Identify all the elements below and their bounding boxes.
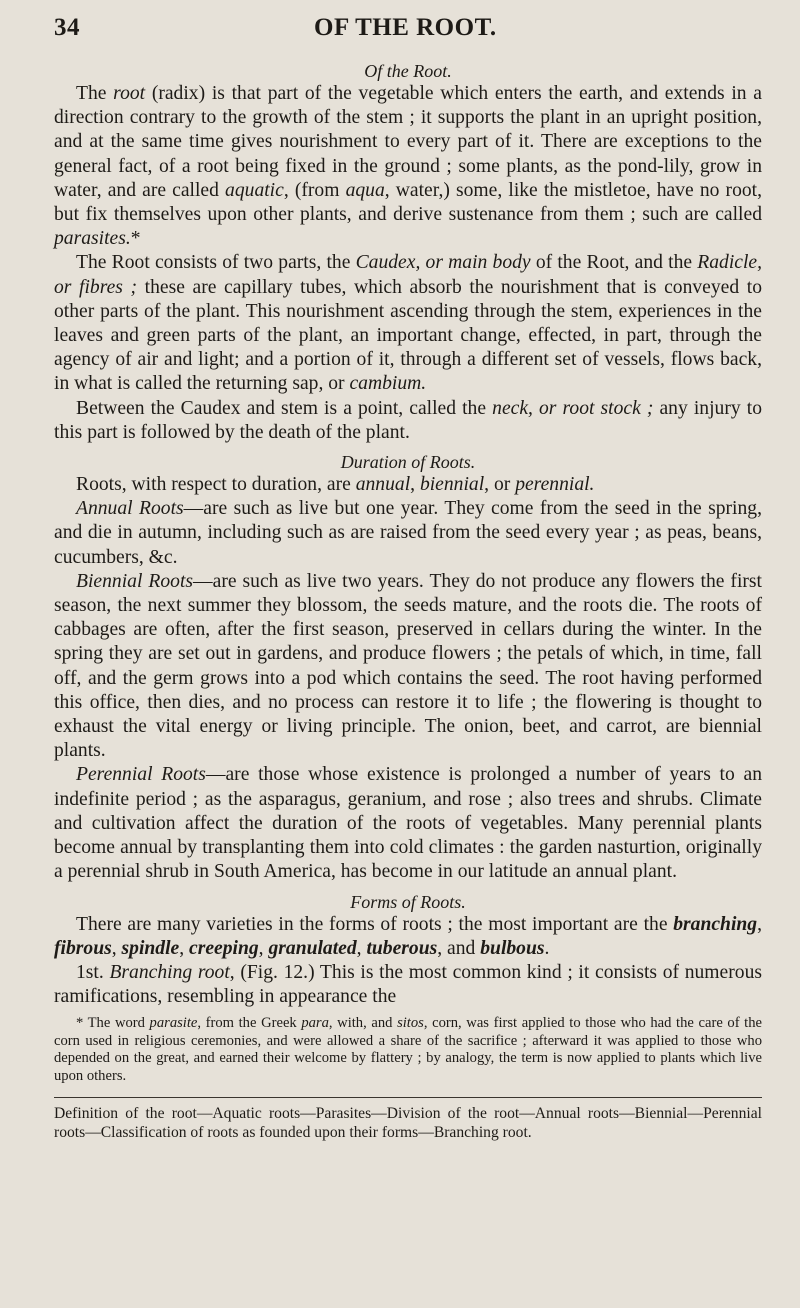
italic-term: biennial <box>419 474 485 496</box>
italic-term: Annual Roots <box>76 498 184 520</box>
italic-term: perennial. <box>515 474 595 496</box>
paragraph-root-parts: The Root consists of two parts, the Caudex, or main body of the Root, and the Radicle, or fibres ; these are capillary tubes, which absorb the nourishment that is conveyed to other parts of the plant. This nourishment ascending through the stem, experiences in the leaves and green parts of the plant, an important change, effected, in part, through the agency of air and light; and a portion of it, through a different set of vessels, flows back, in what is called the returning sap, or cambium. <box>54 252 763 395</box>
italic-term: parasites. <box>54 228 131 250</box>
bold-italic-term: granulated <box>268 937 357 959</box>
summary-divider <box>54 1097 762 1098</box>
paragraph-biennial-roots: Biennial Roots—are such as live two years. They do not produce any flowers the first season, the next summer they blossom, the seeds mature, and the roots die. The roots of cabbages are often, after the first season, preserved in cellars during the winter. In the spring they are set out in gardens, and produce flowers ; the petals of which, in time, fall off, and the germ grows into a pod which contains the seed. The root having performed this office, then dies, and no process can restore it to life ; the flowering is thought to exhaust the vital energy or living principle. The onion, beet, and carrot, are biennial plants. <box>54 570 762 762</box>
bold-italic-term: branching <box>673 913 758 935</box>
chapter-summary: Definition of the root—Aquatic roots—Parasites—Division of the root—Annual roots—Biennial—Perennial roots—Classification of roots as founded upon their forms—Branching root. <box>54 1104 762 1141</box>
page-number: 34 <box>54 14 80 41</box>
italic-term: Branching root <box>109 961 230 983</box>
paragraph-branching-root: 1st. Branching root, (Fig. 12.) This is the most common kind ; it consists of numerous ramifications, resembling in appearance the <box>54 961 762 1008</box>
running-title: OF THE ROOT. <box>314 14 497 41</box>
italic-term: para <box>301 1015 329 1032</box>
paragraph-root-definition: The root (radix) is that part of the vegetable which enters the earth, and extends in a direction contrary to the growth of the stem ; it supports the plant in an upright position, and at the same time gives nourishment to every part of it. There are exceptions to the general fact, of a root being fixed in the ground ; some plants, as the pond-lily, grow in water, and are called aquatic, (from aqua, water,) some, like the mistletoe, have no root, but fix themselves upon other plants, and derive sustenance from them ; such are called parasites.* <box>54 83 763 250</box>
italic-term: cambium. <box>349 373 427 395</box>
footnote-parasite: * The word parasite, from the Greek para, with, and sitos, corn, was first applied to those who had the care of the corn used in religious ceremonies, and were allowed a share of the sacrifice ; afterward it was applied to those who depended on the great, and earned their welcome by flattery ; by analogy, the term is now applied to plants which live upon others. <box>54 1015 762 1084</box>
italic-term: Perennial Roots <box>76 764 206 786</box>
running-header <box>54 14 762 54</box>
italic-term: sitos <box>397 1015 424 1032</box>
bold-italic-term: fibrous <box>54 937 112 959</box>
italic-term: root <box>113 83 146 104</box>
italic-term: neck, or root stock ; <box>492 397 654 419</box>
italic-term: aqua <box>345 179 385 201</box>
bold-italic-term: bulbous <box>480 937 545 959</box>
bold-italic-term: creeping <box>189 937 259 959</box>
bold-italic-term: spindle <box>121 937 180 959</box>
section-heading-duration: Duration of Roots. <box>340 452 476 473</box>
italic-term: Caudex, or main body <box>355 252 531 274</box>
italic-term: annual <box>355 474 411 496</box>
paragraph-annual-roots: Annual Roots—are such as live but one year. They come from the seed in the spring, and die in autumn, including such as are raised from the seed every year ; as peas, beans, cucumbers, &c. <box>54 498 762 568</box>
paragraph-forms-intro: There are many varieties in the forms of roots ; the most important are the branching, fibrous, spindle, creeping, granulated, tuberous, and bulbous. <box>54 913 762 959</box>
section-heading-root: Of the Root. <box>364 61 452 81</box>
italic-term: aquatic <box>225 179 284 201</box>
paragraph-root-neck: Between the Caudex and stem is a point, called the neck, or root stock ; any injury to this part is followed by the death of the plant. <box>54 397 762 443</box>
italic-term: parasite <box>149 1015 198 1032</box>
italic-term: Radicle, or fibres ; <box>54 252 763 298</box>
italic-term: Biennial Roots <box>76 570 194 592</box>
bold-italic-term: tuberous <box>366 937 438 959</box>
paragraph-perennial-roots: Perennial Roots—are those whose existence is prolonged a number of years to an indefinite period ; as the asparagus, geranium, and rose ; also trees and shrubs. Climate and cultivation affect the duration of the roots of vegetables. Many perennial plants become annual by transplanting them into cold climates : the garden nasturtion, originally a perennial shrub in South America, has become in our latitude an annual plant. <box>54 764 762 883</box>
paragraph-duration-intro: Roots, with respect to duration, are annual, biennial, or perennial. <box>76 474 595 496</box>
section-heading-forms: Forms of Roots. <box>350 891 466 912</box>
